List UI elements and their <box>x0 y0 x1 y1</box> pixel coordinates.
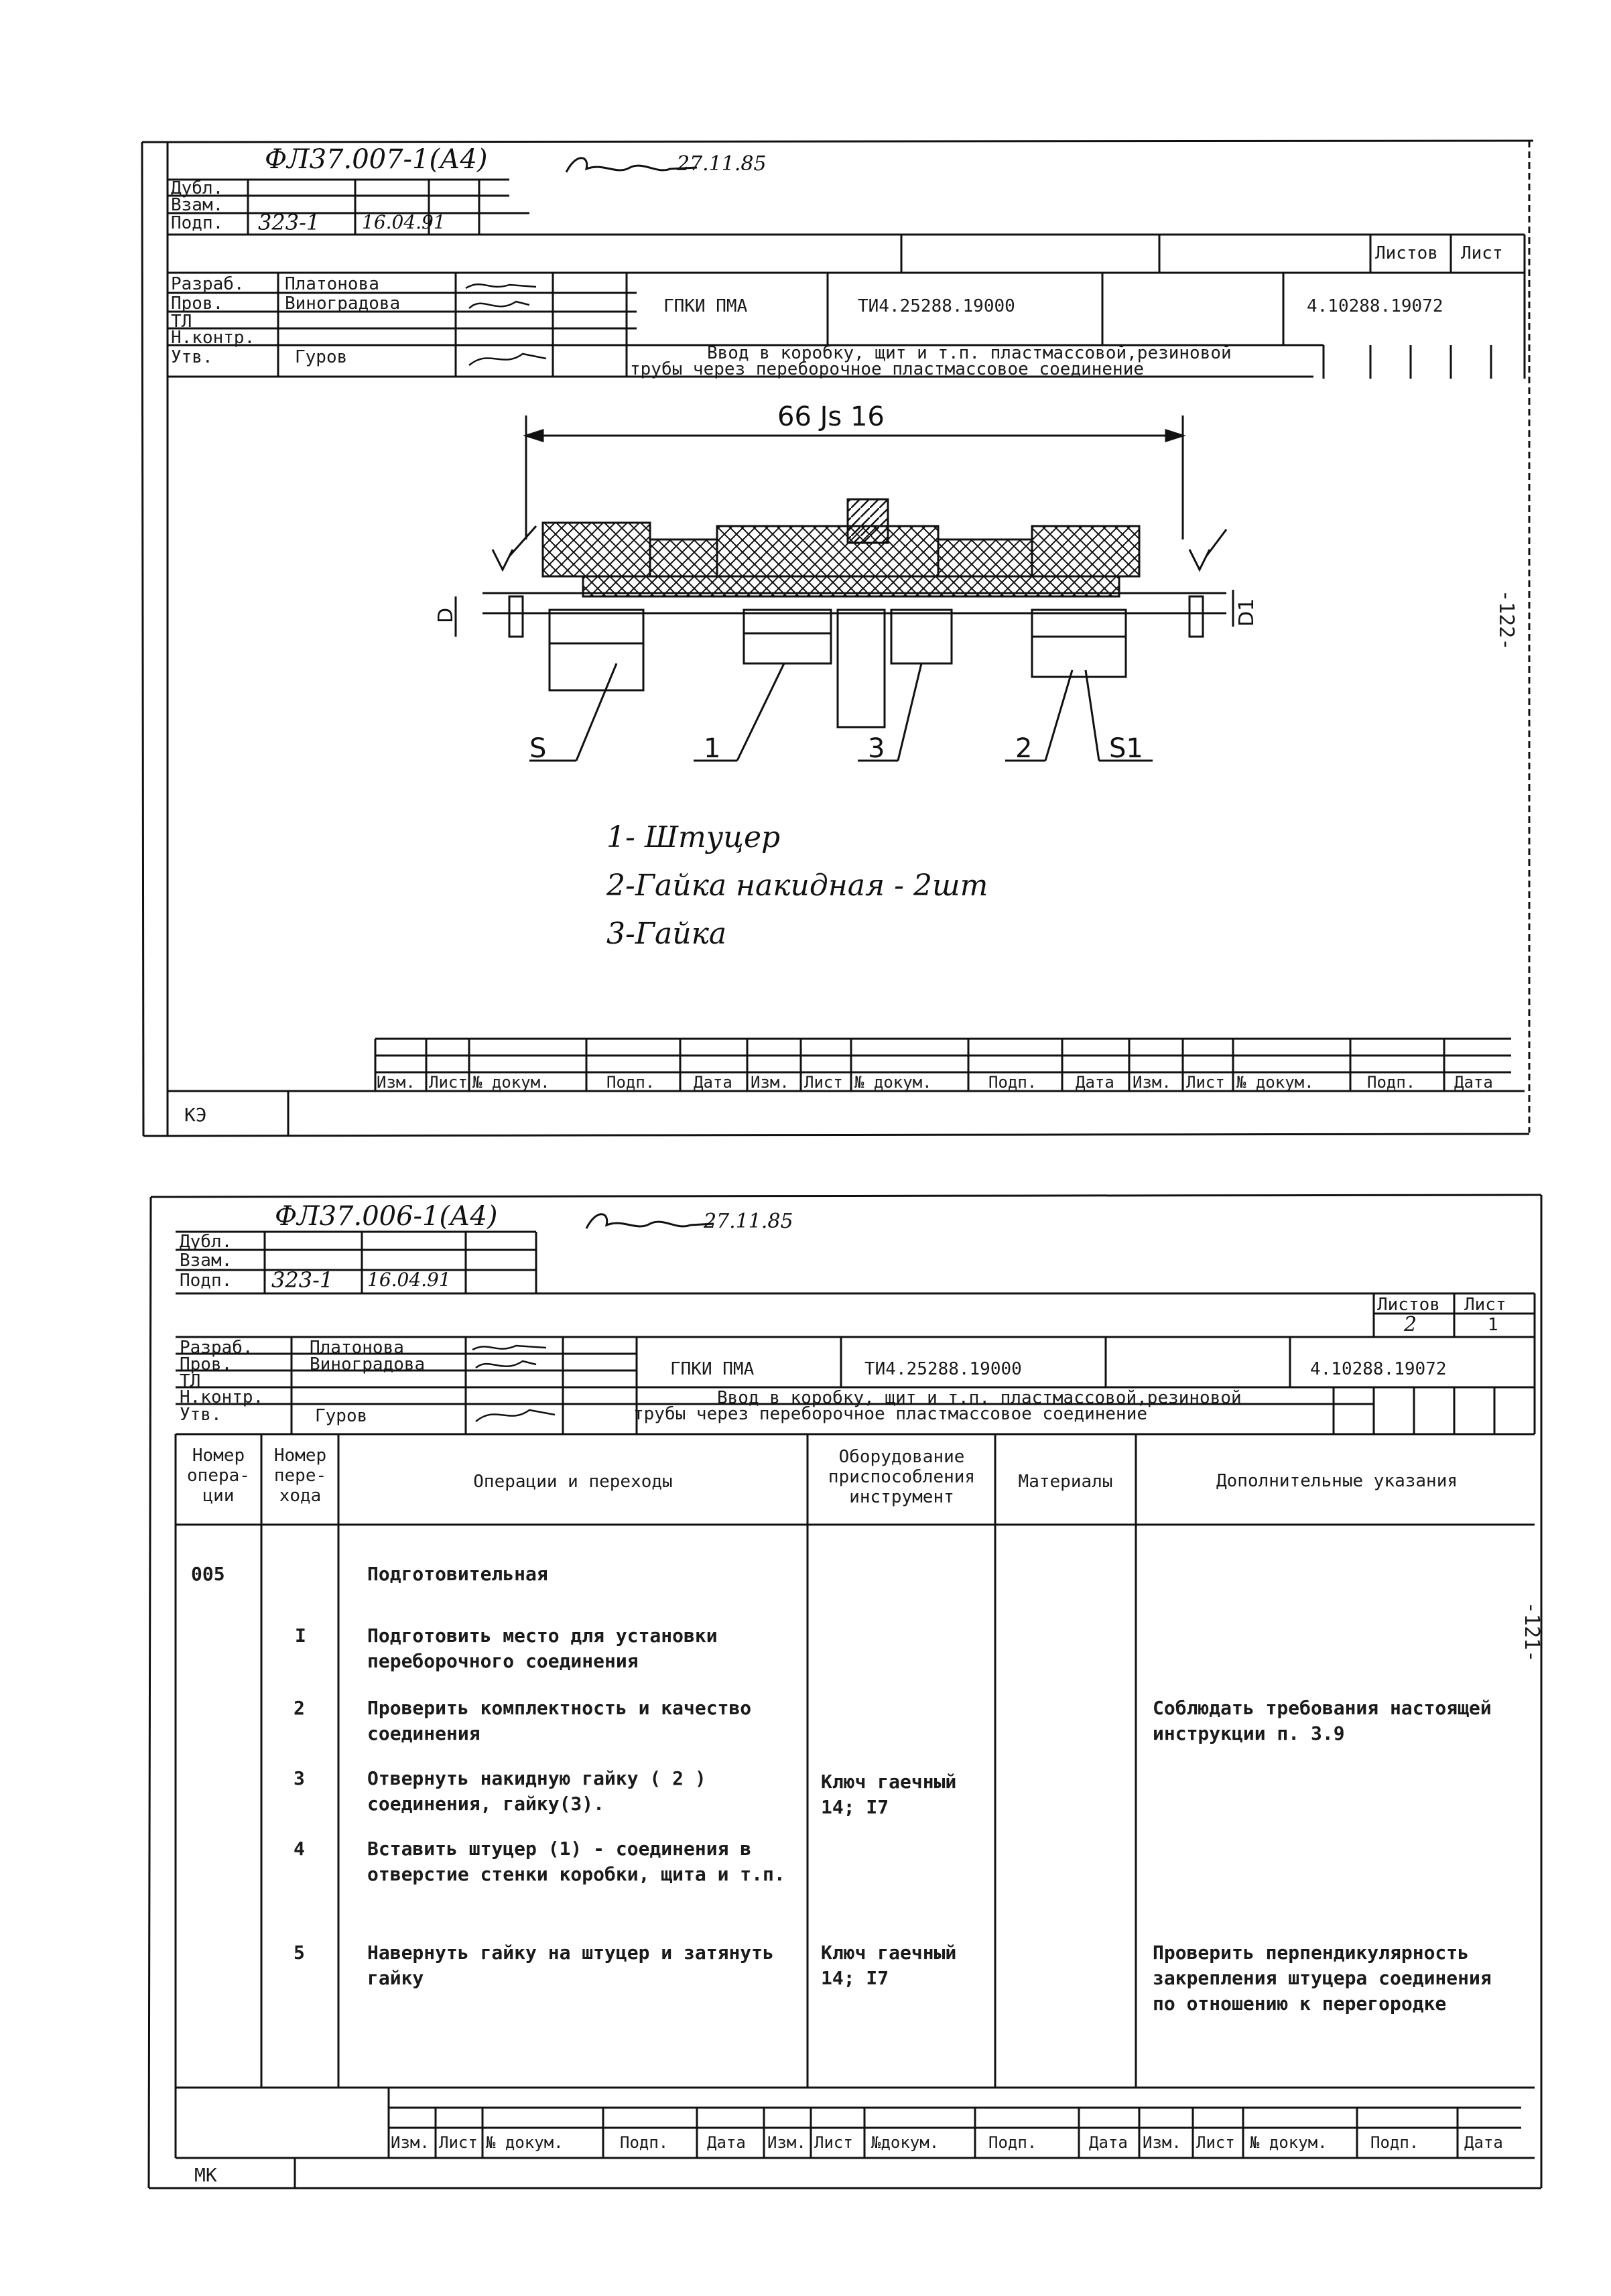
step-1-number: I <box>295 1624 306 1647</box>
role-ncontrol: Н.контр. <box>171 328 255 348</box>
name-checker: Виноградова <box>310 1354 426 1375</box>
name-approver: Гуров <box>315 1406 368 1426</box>
rev-col-date: Дата <box>707 2133 746 2152</box>
name-checker: Виноградова <box>285 294 401 314</box>
sheet-label: Лист <box>1461 243 1503 263</box>
step-2-notes: Соблюдать требования настоящей инструкции п. 3.9 <box>1153 1697 1492 1744</box>
rev-col-doc-2: №докум. <box>871 2133 940 2152</box>
sheets-value: 2 <box>1404 1313 1417 1336</box>
left-block-row2: Взам. <box>171 195 224 215</box>
rev-col-date-3: Дата <box>1464 2133 1503 2152</box>
rev-col-podp-2: Подп. <box>988 1073 1037 1092</box>
left-block-row1: Дубл. <box>180 1232 233 1252</box>
rev-col-list: Лист <box>439 2133 478 2152</box>
name-developer: Платонова <box>310 1338 404 1358</box>
podp-date: 16.04.91 <box>367 1269 451 1291</box>
step-2-number: 2 <box>294 1697 305 1719</box>
signature-date: 27.11.85 <box>704 1210 793 1233</box>
sheet-value: 1 <box>1488 1315 1498 1335</box>
form-code: ФЛ37.006-1(А4) <box>275 1201 498 1232</box>
podp-value: 323-1 <box>271 1267 334 1293</box>
stamp-org: ГПКИ ПМА <box>663 296 748 316</box>
header-op-number: Номер опера- ции <box>187 1446 250 1506</box>
step-5-notes: Проверить перпендикулярность закрепления штуцера соединения по отношению к перегородке <box>1153 1941 1492 2015</box>
side-page-mark: -121- <box>1520 1602 1543 1663</box>
stamp-code: 4.10288.19072 <box>1310 1359 1447 1379</box>
sheet-label: Лист <box>1464 1295 1506 1315</box>
left-block-row2: Взам. <box>180 1251 233 1271</box>
stamp-doc-no: ТИ4.25288.19000 <box>864 1359 1022 1379</box>
rev-col-podp: Подп. <box>620 2133 669 2152</box>
rev-col-podp-3: Подп. <box>1370 2133 1419 2152</box>
rev-col-izm-3: Изм. <box>1133 1073 1171 1092</box>
dimension-label: 66 Js 16 <box>777 401 885 432</box>
legend-item-1: 1- Штуцер <box>606 820 781 854</box>
rev-col-doc-3: № докум. <box>1250 2133 1328 2152</box>
header-notes: Дополнительные указания <box>1216 1471 1458 1491</box>
rev-col-doc: № докум. <box>472 1073 550 1092</box>
form-code: ФЛ37.007-1(А4) <box>265 144 488 175</box>
rev-col-date: Дата <box>694 1073 732 1092</box>
sheets-label: Листов <box>1377 1295 1440 1315</box>
step-5-equipment: Ключ гаечный 14; I7 <box>821 1941 957 1989</box>
signature-date: 27.11.85 <box>677 152 767 176</box>
stamp-signatures <box>469 1338 560 1431</box>
stamp-doc-no: ТИ4.25288.19000 <box>858 296 1015 316</box>
step-1-text: Подготовить место для установки переборочного соединения <box>367 1624 718 1672</box>
header-step-number: Номер пере- хода <box>273 1446 327 1506</box>
rev-col-list-3: Лист <box>1196 2133 1235 2152</box>
operation-number: 005 <box>191 1563 225 1585</box>
rev-col-list: Лист <box>429 1073 468 1092</box>
rev-col-date-2: Дата <box>1089 2133 1128 2152</box>
rev-col-list-3: Лист <box>1186 1073 1225 1092</box>
step-4-number: 4 <box>294 1838 305 1860</box>
role-tl: ТЛ <box>180 1371 201 1391</box>
callout-s: S <box>529 733 547 764</box>
step-3-number: 3 <box>294 1767 305 1789</box>
podp-value: 323-1 <box>258 210 320 235</box>
rev-col-izm-2: Изм. <box>751 1073 789 1092</box>
side-page-mark: -122- <box>1494 590 1518 651</box>
label-d1: D1 <box>1235 598 1259 627</box>
rev-col-doc-2: № докум. <box>854 1073 932 1092</box>
stamp-org: ГПКИ ПМА <box>670 1359 755 1379</box>
role-develop: Разраб. <box>180 1338 253 1358</box>
step-2-text: Проверить комплектность и качество соединения <box>367 1697 752 1744</box>
rev-col-doc: № докум. <box>486 2133 564 2152</box>
role-check: Пров. <box>171 294 224 314</box>
role-approve: Утв. <box>180 1405 222 1425</box>
callout-1: 1 <box>704 733 721 764</box>
rev-col-list-2: Лист <box>814 2133 853 2152</box>
operation-title: Подготовительная <box>367 1563 548 1585</box>
rev-col-list-2: Лист <box>804 1073 843 1092</box>
role-tl: ТЛ <box>171 312 192 332</box>
name-developer: Платонова <box>285 274 379 294</box>
sheets-label: Листов <box>1375 243 1438 263</box>
step-4-text: Вставить штуцер (1) - соединения в отверстие стенки коробки, щита и т.п. <box>367 1838 785 1885</box>
stamp-title-line2: трубы через переборочное пластмассовое соединение <box>630 359 1145 379</box>
podp-date: 16.04.91 <box>362 211 446 233</box>
role-approve: Утв. <box>171 347 213 367</box>
signature <box>583 1205 717 1238</box>
rev-col-podp: Подп. <box>606 1073 655 1092</box>
rev-col-izm-3: Изм. <box>1143 2133 1181 2152</box>
rev-col-date-2: Дата <box>1076 1073 1114 1092</box>
step-3-equipment: Ключ гаечный 14; I7 <box>821 1771 957 1818</box>
label-d: D <box>434 607 458 623</box>
rev-col-date-3: Дата <box>1454 1073 1493 1092</box>
step-5-text: Навернуть гайку на штуцер и затянуть гайку <box>367 1941 774 1989</box>
callout-s1: S1 <box>1109 733 1143 764</box>
step-3-text: Отвернуть накидную гайку ( 2 ) соединения, гайку(3). <box>367 1767 706 1815</box>
rev-col-izm: Изм. <box>377 1073 415 1092</box>
role-develop: Разраб. <box>171 274 245 294</box>
left-block-row3: Подп. <box>180 1271 233 1291</box>
left-block-row1: Дубл. <box>171 178 224 198</box>
rev-col-izm: Изм. <box>391 2133 430 2152</box>
step-5-number: 5 <box>294 1941 305 1964</box>
rev-col-izm-2: Изм. <box>767 2133 806 2152</box>
legend-item-3: 3-Гайка <box>606 917 727 951</box>
rev-col-podp-3: Подп. <box>1367 1073 1416 1092</box>
header-materials: Материалы <box>1018 1472 1113 1492</box>
stamp-title-line1: Ввод в коробку, щит и т.п. пластмассовой,резиновой <box>707 343 1232 363</box>
left-block-row3: Подп. <box>171 213 224 233</box>
header-equipment: Оборудование приспособления инструмент <box>828 1447 976 1507</box>
header-operations: Операции и переходы <box>473 1472 673 1492</box>
stamp-title-line2: трубы через переборочное пластмассовое соединение <box>633 1404 1148 1424</box>
name-approver: Гуров <box>295 347 348 367</box>
rev-col-doc-3: № докум. <box>1236 1073 1314 1092</box>
stamp-code: 4.10288.19072 <box>1307 296 1443 316</box>
role-ncontrol: Н.контр. <box>180 1387 264 1407</box>
callout-3: 3 <box>868 733 885 764</box>
footer-code: КЭ <box>184 1104 207 1126</box>
role-check: Пров. <box>180 1354 233 1375</box>
legend-item-2: 2-Гайка накидная - 2шт <box>606 869 988 903</box>
rev-col-podp-2: Подп. <box>988 2133 1037 2152</box>
stamp-title-line1: Ввод в коробку, щит и т.п. пластмассовой,резиновой <box>717 1388 1242 1408</box>
footer-code: МК <box>194 2164 217 2186</box>
callout-2: 2 <box>1015 733 1033 764</box>
